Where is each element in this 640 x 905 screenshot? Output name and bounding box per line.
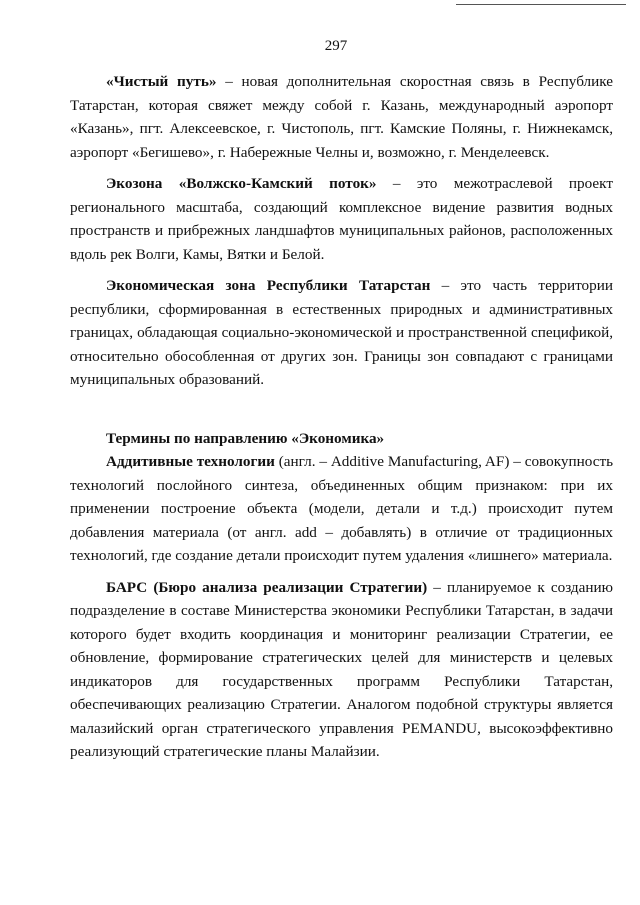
definition-paragraph — [70, 70, 613, 164]
definition-paragraph — [70, 274, 613, 392]
top-rule — [456, 4, 626, 5]
definition-text: – планируемое к созданию подразделение в составе Министерства экономики Республики Татарстан, в задачи которого будет входить координация и мониторинг реализации Стратегии, ее обновление, формирование стратегических целей для министерств и целевых индикаторов для государственных программ Республики Татарстан, обеспечивающих реализацию Стратегии. Аналогом подобной структуры является малазийский орган стратегического управления PEMANDU, высокоэффективно реализующий стратегические планы Малайзии. — [70, 578, 613, 760]
section-spacer — [70, 400, 613, 427]
definition-term: БАРС (Бюро анализа реализации Стратегии) — [106, 578, 428, 596]
definition-text: – новая дополнительная скоростная связь в Республике Татарстан, которая свяжет между собой г. Казань, международный аэропорт «Казань», пгт. Алексеевское, г. Чистополь, пгт. Камские Поляны, г. Нижнекамск, аэропорт «Бегишево», г. Набережные Челны и, возможно, г. Менделеевск. — [70, 73, 613, 161]
definition-text: – это межотраслевой проект регионального масштаба, создающий комплексное видение развития водных пространств и прибрежных ландшафтов муниципальных районов, расположенных вдоль рек Волги, Камы, Вятки и Белой. — [70, 175, 613, 263]
definition-text: – это часть территории республики, сформированная в естественных природных и административных границах, обладающая социально-экономической и пространственной спецификой, относительно обособленная от других зон. Границы зон совпадают с границами муниципальных образований. — [70, 277, 614, 388]
document-body — [70, 70, 613, 772]
definition-paragraph — [70, 576, 613, 764]
definition-text: (англ. – Additive Manufacturing, AF) – совокупность технологий послойного синтеза, объединенных общим признаком: при их применении построение объекта (модели, детали и т.д.) происходит путем добавления материала (от англ. add – добавлять) в отличие от традиционных технологий, где создание детали происходит путем удаления «лишнего» материала. — [70, 453, 614, 564]
definition-term: Аддитивные технологии — [106, 453, 275, 470]
page-number: 297 — [324, 38, 348, 54]
definition-paragraph — [70, 172, 613, 266]
definition-term: Экозона «Волжско-Камский поток» — [106, 175, 377, 192]
definition-term: Экономическая зона Республики Татарстан — [106, 277, 431, 294]
section-heading: Термины по направлению «Экономика» — [106, 429, 385, 447]
definition-term: «Чистый путь» — [106, 73, 217, 90]
definition-paragraph — [70, 450, 613, 568]
